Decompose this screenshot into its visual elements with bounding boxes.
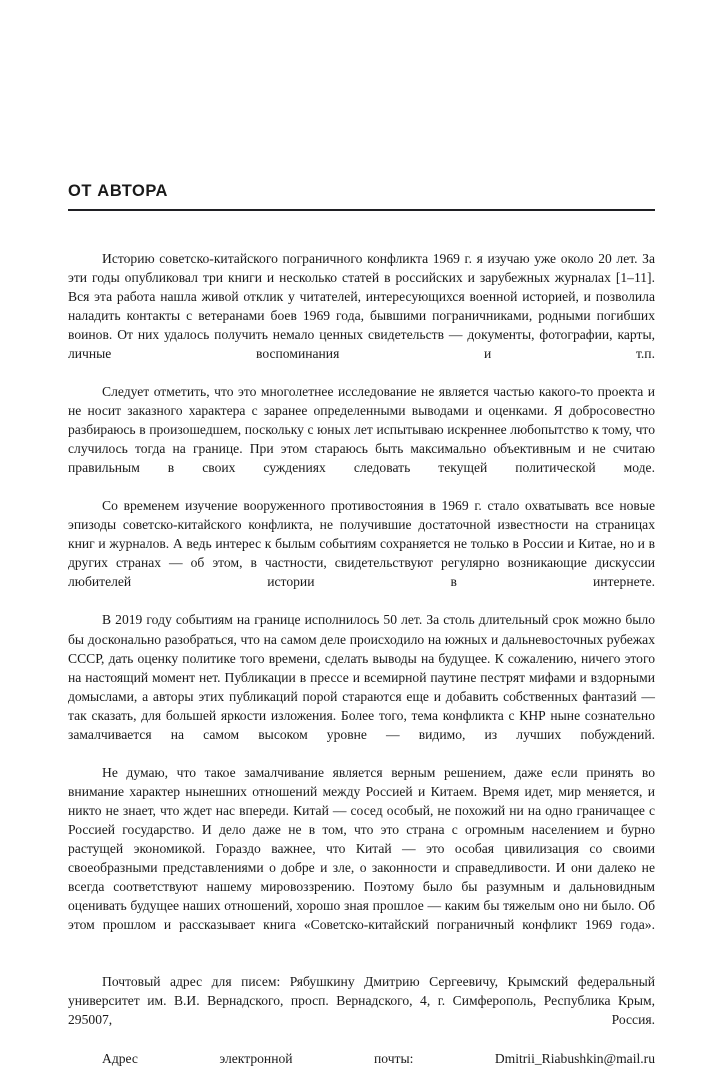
body-text: [68, 249, 655, 1087]
paragraph: Не думаю, что такое замалчивание является верным решением, даже если принять во внимание характер нынешних отношений между Россией и Китаем. Время идет, мир меняется, и никто не знает, что ждет нас впереди. Китай — сосед особый, не похожий ни на одно граничащее с Россией государство. И дело даже не в том, что это страна с огромным населением и бурно растущей экономикой. Гораздо важнее, что Китай — это особая цивилизация со своими своеобразными представлениями о добре и зле, о законности и справедливости. И они далеко не всегда соответствуют нашему мировоззрению. Поэтому было бы разумным и дальновидным оценивать будущее наших отношений, хорошо зная прошлое — каким бы тяжелым оно ни было. Об этом прошлом и рассказывает книга «Советско-китайский пограничный конфликт 1969 года».: [68, 764, 655, 933]
content-column: [68, 182, 655, 1087]
paragraph: Со временем изучение вооруженного противостояния в 1969 г. стало охватывать все новые эпизоды советско-китайского конфликта, не получившие достаточной известности на страницах книг и журналов. А ведь интерес к былым событиям сохраняется не только в России и Китае, но и в других странах — об этом, в частности, свидетельствуют регулярно возникающие дискуссии любителей истории в интернете.: [68, 498, 655, 590]
heading-divider: [68, 209, 655, 211]
paragraph-email-address: Адрес электронной почты: Dmitrii_Riabushkin@mail.ru: [102, 1050, 655, 1066]
page-title: ОТ АВТОРА: [68, 182, 169, 200]
paragraph: В 2019 году событиям на границе исполнилось 50 лет. За столь длительный срок можно было бы досконально разобраться, что на самом деле происходило на южных и дальневосточных рубежах СССР, дать оценку политике того времени, сделать выводы на будущее. К сожалению, ничего этого на настоящий момент нет. Публикации в прессе и всемирной паутине пестрят мифами и вздорными домыслами, а авторы этих публикаций порой стараются еще и добавить собственных фантазий — так сказать, для большей яркости изложения. Более того, тема конфликта с КНР ныне сознательно замалчивается на самом высоком уровне — видимо, из лучших побуждений.: [68, 612, 655, 742]
paragraph-postal-address: Почтовый адрес для писем: Рябушкину Дмитрию Сергеевичу, Крымский федеральный университет им. В.И. Вернадского, просп. Вернадского, 4, г. Симферополь, Республика Крым, 295007, Россия.: [68, 974, 655, 1028]
paragraph: Историю советско-китайского пограничного конфликта 1969 г. я изучаю уже около 20 лет. За эти годы опубликовал три книги и несколько статей в российских и зарубежных журналах [1–11]. Вся эта работа нашла живой отклик у читателей, интересующихся военной историей, и позволила наладить контакты с ветеранами боев 1969 года, бывшими пограничниками, родными погибших воинов. От них удалось получить немало ценных свидетельств — документы, фотографии, карты, личные воспоминания и т.п.: [68, 250, 655, 361]
paragraph: Следует отметить, что это многолетнее исследование не является частью какого-то проекта и не носит заказного характера с заранее определенными выводами и оценками. Я добросовестно разбираюсь в произошедшем, поскольку с юных лет испытываю искреннее любопытство к тому, что случилось тогда на границе. При этом стараюсь быть максимально объективным и не считаю правильным в своих суждениях следовать текущей политической моде.: [68, 383, 655, 476]
